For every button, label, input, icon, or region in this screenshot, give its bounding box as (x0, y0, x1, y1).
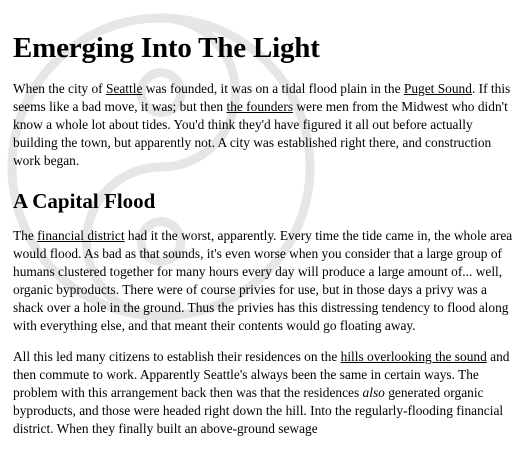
link-the-founders[interactable]: the founders (226, 99, 294, 114)
link-puget-sound[interactable]: Puget Sound (403, 81, 472, 96)
hills-paragraph: All this led many citizens to establish their residences on the hills overlooking the sound and then commute to work. Apparently Seattle's always been the same in certain ways. The problem with this arrangement back then was that the residences also generated organic byproducts, and those were headed right down the hill. Into the regularly-flooding financial district. When they finally built an above-ground sewage (13, 349, 510, 436)
flood-paragraph: The financial district had it the worst, apparently. Every time the tide came in, the whole area would flood. As bad as that sounds, it's even worse when you consider that a large group of humans clustered together for many hours every day will produce a large amount of... well, organic byproducts. There were of course privies for use, but in those days a privy was a shack over a hole in the ground. Thus the privies has this distressing tendency to flood along with everything else, and that meant their contents would go floating away. (13, 228, 513, 333)
link-seattle[interactable]: Seattle (105, 81, 143, 96)
intro-paragraph: When the city of Seattle was founded, it was on a tidal flood plain in the Puget Sound. If this seems like a bad move, it was; but then the founders were men from the Midwest who didn't know a whole lot about tides. You'd think they'd have figured it all out before actually building the town, but apparently not. A city was established right there, and construction work began. (13, 81, 511, 168)
link-hills-overlooking-the-sound[interactable]: hills overlooking the sound (340, 349, 487, 364)
link-financial-district[interactable]: financial district (37, 228, 125, 243)
section-heading: A Capital Flood (13, 189, 156, 213)
page-title: Emerging Into The Light (13, 32, 320, 64)
